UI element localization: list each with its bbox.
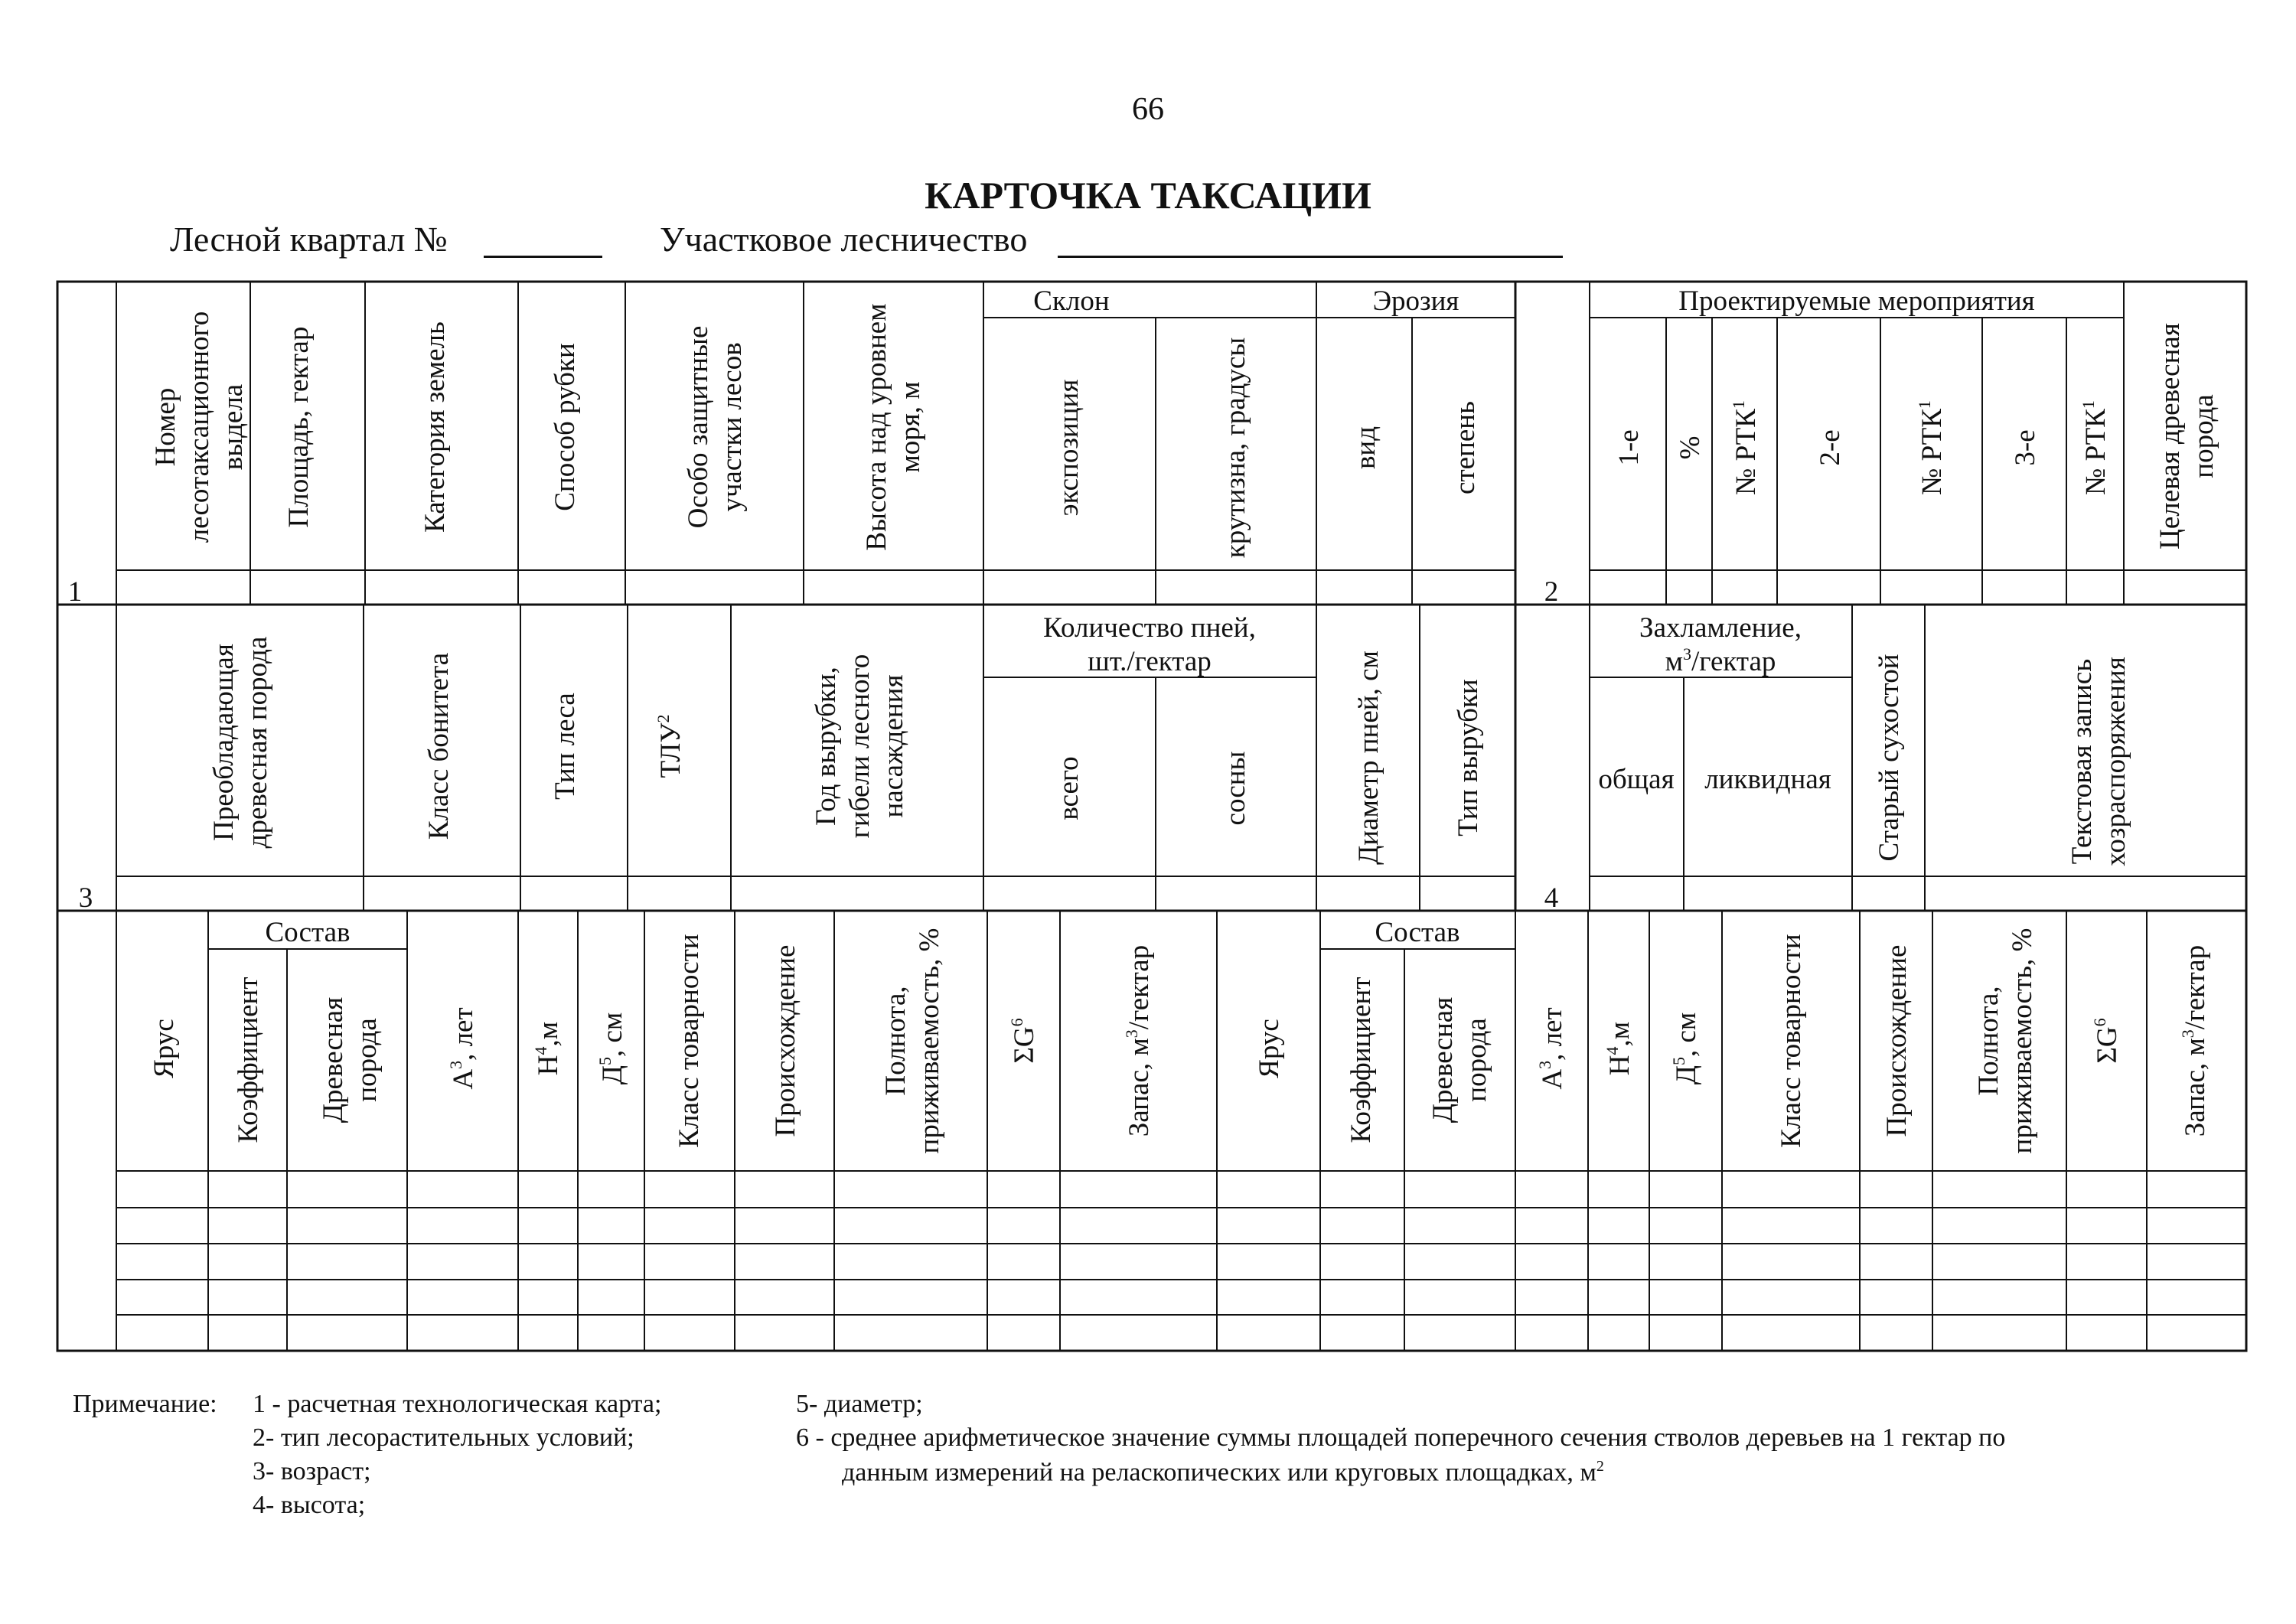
header-species: Древеснаяпорода: [318, 996, 383, 1123]
header-slope-steepness: крутизна, градусы: [1220, 337, 1251, 559]
header-composition: Состав: [265, 917, 351, 948]
header-age-2: $А^3$, лет: [1535, 1007, 1568, 1090]
header-felling-method: Способ рубки: [550, 343, 581, 511]
row-number-4: 4: [1544, 882, 1559, 914]
header-stumps-pine: сосны: [1220, 751, 1251, 826]
row-number-1: 1: [67, 576, 83, 608]
header-height-2: $Н^4,м$: [1603, 1021, 1636, 1076]
header-vydel-number: Номерлесотаксационноговыдела: [150, 311, 249, 543]
stand-table-left: [116, 911, 1217, 1351]
note-2: 2- тип лесорастительных условий;: [253, 1423, 634, 1452]
header-market-class-2: Класс товарности: [1776, 934, 1807, 1148]
header-area: Площадь, гектар: [283, 326, 315, 528]
header-rtk-1: № РТК$^1$: [1729, 400, 1762, 495]
note-6-cont: [842, 1459, 1604, 1485]
header-text-record: Текстовая записьхозраспоряжения: [2066, 657, 2131, 866]
header-origin-2: Происхождение: [1881, 944, 1913, 1137]
kvartal-label: Лесной квартал №: [170, 220, 448, 259]
stand-table-rows: [116, 1171, 2246, 1315]
row-number-3: 3: [78, 882, 93, 914]
page-number: 66: [1132, 92, 1164, 127]
header-origin: Происхождение: [770, 944, 801, 1137]
header-stump-diameter: Диаметр пней, см: [1353, 651, 1384, 865]
header-litter-total: общая: [1598, 764, 1675, 795]
header-sum-g-2: $\Sigma G^6$: [2090, 1018, 2123, 1064]
note-1: 1 - расчетная технологическая карта;: [253, 1390, 662, 1418]
header-stumps-group-unit: шт./гектар: [1088, 646, 1212, 677]
header-stock: Запас, $м^3$/гектар: [1122, 944, 1155, 1137]
notes-label: Примечание:: [73, 1390, 217, 1418]
header-density-2: Полнота,приживаемость, %: [1973, 928, 2038, 1154]
header-height: $Н^4,м$: [531, 1021, 564, 1076]
header-diameter-2: $Д^5$, см: [1669, 1012, 1702, 1085]
note-4: 4- высота;: [253, 1491, 366, 1519]
header-forest-type: Тип леса: [550, 693, 581, 800]
header-measure-3: 3-е: [2010, 429, 2041, 466]
header-felling-type: Тип вырубки: [1453, 679, 1484, 836]
header-stumps-total: всего: [1053, 756, 1084, 820]
header-measure-percent: %: [1675, 435, 1706, 460]
page-title: КАРТОЧКА ТАКСАЦИИ: [925, 174, 1371, 217]
header-litter-unit: $м^3$/гектар: [1665, 644, 1776, 677]
header-diameter: $Д^5$, см: [595, 1012, 628, 1085]
header-stock-2: Запас, $м^3$/гектар: [2178, 944, 2211, 1137]
row-number-2: 2: [1544, 576, 1559, 608]
header-slope-group: Склон: [1033, 285, 1110, 317]
header-sum-g: $\Sigma G^6$: [1007, 1018, 1040, 1064]
header-coefficient-2: Коэффициент: [1345, 977, 1377, 1143]
header-dominant-species: Преобладающаядревесная порода: [208, 636, 273, 849]
header-protected-areas: Особо защитныеучастки лесов: [683, 325, 748, 529]
header-felling-year: Год вырубки,гибели лесногонасаждения: [810, 654, 909, 839]
note-5: 5- диаметр;: [796, 1390, 923, 1418]
header-coefficient: Коэффициент: [233, 977, 264, 1143]
header-erosion-degree: степень: [1450, 401, 1481, 494]
header-planned-measures: Проектируемые мероприятия: [1678, 285, 2035, 317]
note-3: 3- возраст;: [253, 1457, 371, 1485]
header-market-class: Класс товарности: [673, 934, 705, 1148]
note-6: 6 - среднее арифметическое значение суммы площадей поперечного сечения стволов деревьев на 1 гектар по: [796, 1423, 2006, 1452]
header-erosion-type: вид: [1350, 426, 1381, 470]
lesnichestvo-label: Участковое лесничество: [660, 220, 1028, 259]
header-target-species: Целевая древеснаяпорода: [2154, 323, 2219, 549]
note-6-cont-text: данным измерений на реласкопических или круговых площадках, м: [842, 1458, 1596, 1487]
header-density: Полнота,приживаемость, %: [880, 928, 945, 1154]
header-erosion-group: Эрозия: [1372, 285, 1459, 317]
header-composition-2: Состав: [1375, 917, 1460, 948]
note-6-sup: 2: [1596, 1458, 1604, 1475]
header-altitude: Высота над уровнемморя, м: [861, 303, 926, 551]
header-yarus-2: Ярус: [1254, 1019, 1285, 1078]
header-age: $А^3$, лет: [446, 1007, 479, 1090]
header-rtk-3: № РТК$^1$: [2079, 400, 2112, 495]
header-rtk-2: № РТК$^1$: [1915, 400, 1948, 495]
header-measure-1: 1-е: [1613, 429, 1645, 466]
header-land-category: Категория земель: [419, 321, 451, 533]
header-measure-2: 2-е: [1815, 429, 1846, 466]
header-bonitet-class: Класс бонитета: [423, 652, 455, 840]
header-stumps-group: Количество пней,: [1043, 612, 1256, 644]
header-yarus: Ярус: [148, 1019, 180, 1078]
header-tlu: ТЛУ$^2$: [654, 714, 687, 778]
header-litter-group: Захламление,: [1639, 612, 1802, 644]
header-old-deadwood: Старый сухостой: [1874, 654, 1905, 862]
header-species-2: Древеснаяпорода: [1427, 996, 1492, 1123]
header-slope-exposure: экспозиция: [1053, 379, 1084, 517]
header-litter-liquid: ликвидная: [1704, 764, 1831, 795]
